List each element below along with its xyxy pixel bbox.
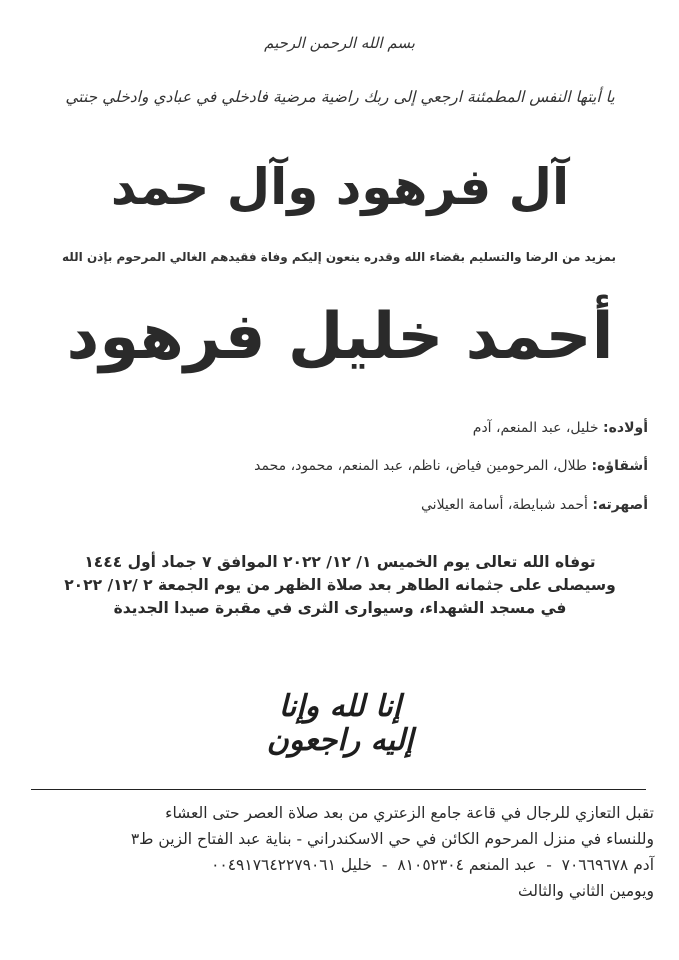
family-name: آل فرهود وآل حمد — [110, 158, 570, 216]
calligraphy-line-1: إنا لله وإنا — [278, 689, 402, 724]
death-date-line: توفاه الله تعالى يوم الخميس ١/ ١٢/ ٢٠٢٢ الموافق ٧ جماد أول ١٤٤٤ — [84, 553, 596, 571]
phone-abdelmonem: عبد المنعم ٨١٠٥٢٣٠٤ — [397, 856, 537, 874]
sons-line — [40, 420, 648, 436]
calligraphy-text — [208, 690, 472, 758]
death-notice — [40, 551, 640, 620]
phone-adam: آدم ٧٠٦٦٩٦٧٨ — [561, 856, 654, 874]
condolences-days-line: ويومين الثاني والثالث — [518, 882, 654, 900]
sons-names: خليل، عبد المنعم، آدم — [472, 420, 599, 436]
condolences-men-line: تقبل التعازي للرجال في قاعة جامع الزعتري من بعد صلاة العصر حتى العشاء — [165, 804, 654, 822]
burial-line: في مسجد الشهداء، وسيوارى الثرى في مقبرة صيدا الجديدة — [113, 599, 567, 617]
brothers-names: طلال، المرحومين فياض، ناظم، عبد المنعم، محمود، محمد — [254, 458, 588, 474]
condolences-women-line: وللنساء في منزل المرحوم الكائن في حي الاسكندراني - بناية عبد الفتاح الزين ط٣ — [130, 830, 654, 848]
quran-verse: يا أيتها النفس المطمئنة ارجعي إلى ربك راضية مرضية فادخلي في عبادي وادخلي جنتي — [65, 88, 615, 106]
divider — [31, 789, 646, 790]
in-laws-label: أصهرته: — [592, 497, 648, 513]
announcement: بمزيد من الرضا والتسليم بقضاء الله وقدره ينعون إليكم وفاة فقيدهم الغالي المرحوم بإذن الله — [61, 250, 617, 264]
brothers-line — [40, 458, 648, 474]
in-laws-names: أحمد شبايطة، أسامة العيلاني — [421, 497, 588, 513]
brothers-label: أشقاؤه: — [591, 458, 648, 474]
sons-label: أولاده: — [603, 420, 648, 436]
in-laws-line — [40, 497, 648, 513]
basmala: بسم الله الرحمن الرحيم — [264, 34, 415, 52]
calligraphy-block — [208, 672, 472, 776]
condolences — [18, 800, 654, 904]
phone-khalil: خليل ٠٠٤٩١٧٦٤٢٢٧٩٠٦١ — [211, 856, 373, 874]
phone-numbers-line: آدم ٧٠٦٦٩٦٧٨ - عبد المنعم ٨١٠٥٢٣٠٤ - خليل ٠٠٤٩١٧٦٤٢٢٧٩٠٦١ — [211, 856, 654, 874]
deceased-name: أحمد خليل فرهود — [66, 300, 614, 374]
calligraphy-line-2: إليه راجعون — [266, 723, 414, 758]
funeral-prayer-line: وسيصلى على جثمانه الطاهر بعد صلاة الظهر من يوم الجمعة ٢ /١٢/ ٢٠٢٢ — [64, 576, 616, 594]
